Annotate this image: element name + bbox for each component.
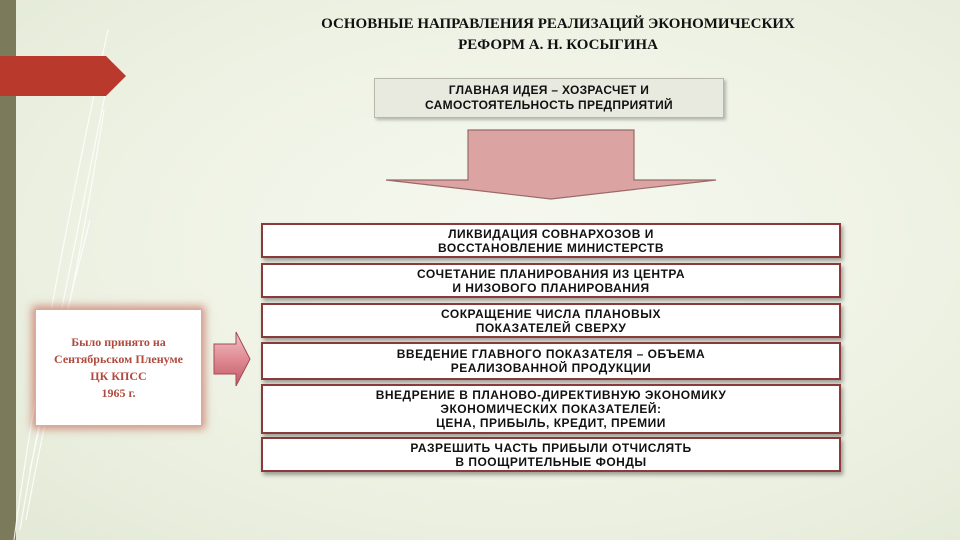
plenum-note-box: Было принято на Сентябрьском Пленуме ЦК КПСС 1965 г. xyxy=(35,309,202,426)
main-idea-box: ГЛАВНАЯ ИДЕЯ – ХОЗРАСЧЕТ И САМОСТОЯТЕЛЬНОСТЬ ПРЕДПРИЯТИЙ xyxy=(374,78,724,118)
accent-tab xyxy=(0,56,126,96)
right-arrow-icon xyxy=(212,330,252,388)
direction-item-4: ВВЕДЕНИЕ ГЛАВНОГО ПОКАЗАТЕЛЯ – ОБЪЕМА РЕАЛИЗОВАННОЙ ПРОДУКЦИИ xyxy=(261,342,841,380)
page-title: ОСНОВНЫЕ НАПРАВЛЕНИЯ РЕАЛИЗАЦИЙ ЭКОНОМИЧЕСКИХ РЕФОРМ А. Н. КОСЫГИНА xyxy=(321,16,795,53)
down-arrow-icon xyxy=(382,128,720,202)
direction-item-2: СОЧЕТАНИЕ ПЛАНИРОВАНИЯ ИЗ ЦЕНТРА И НИЗОВОГО ПЛАНИРОВАНИЯ xyxy=(261,263,841,298)
direction-item-1: ЛИКВИДАЦИЯ СОВНАРХОЗОВ И ВОССТАНОВЛЕНИЕ МИНИСТЕРСТВ xyxy=(261,223,841,258)
direction-item-3: СОКРАЩЕНИЕ ЧИСЛА ПЛАНОВЫХ ПОКАЗАТЕЛЕЙ СВЕРХУ xyxy=(261,303,841,338)
direction-item-5: ВНЕДРЕНИЕ В ПЛАНОВО-ДИРЕКТИВНУЮ ЭКОНОМИКУ ЭКОНОМИЧЕСКИХ ПОКАЗАТЕЛЕЙ: ЦЕНА, ПРИБЫЛЬ, КРЕДИТ, ПРЕМИИ xyxy=(261,384,841,434)
direction-item-6: РАЗРЕШИТЬ ЧАСТЬ ПРИБЫЛИ ОТЧИСЛЯТЬ В ПООЩРИТЕЛЬНЫЕ ФОНДЫ xyxy=(261,437,841,472)
